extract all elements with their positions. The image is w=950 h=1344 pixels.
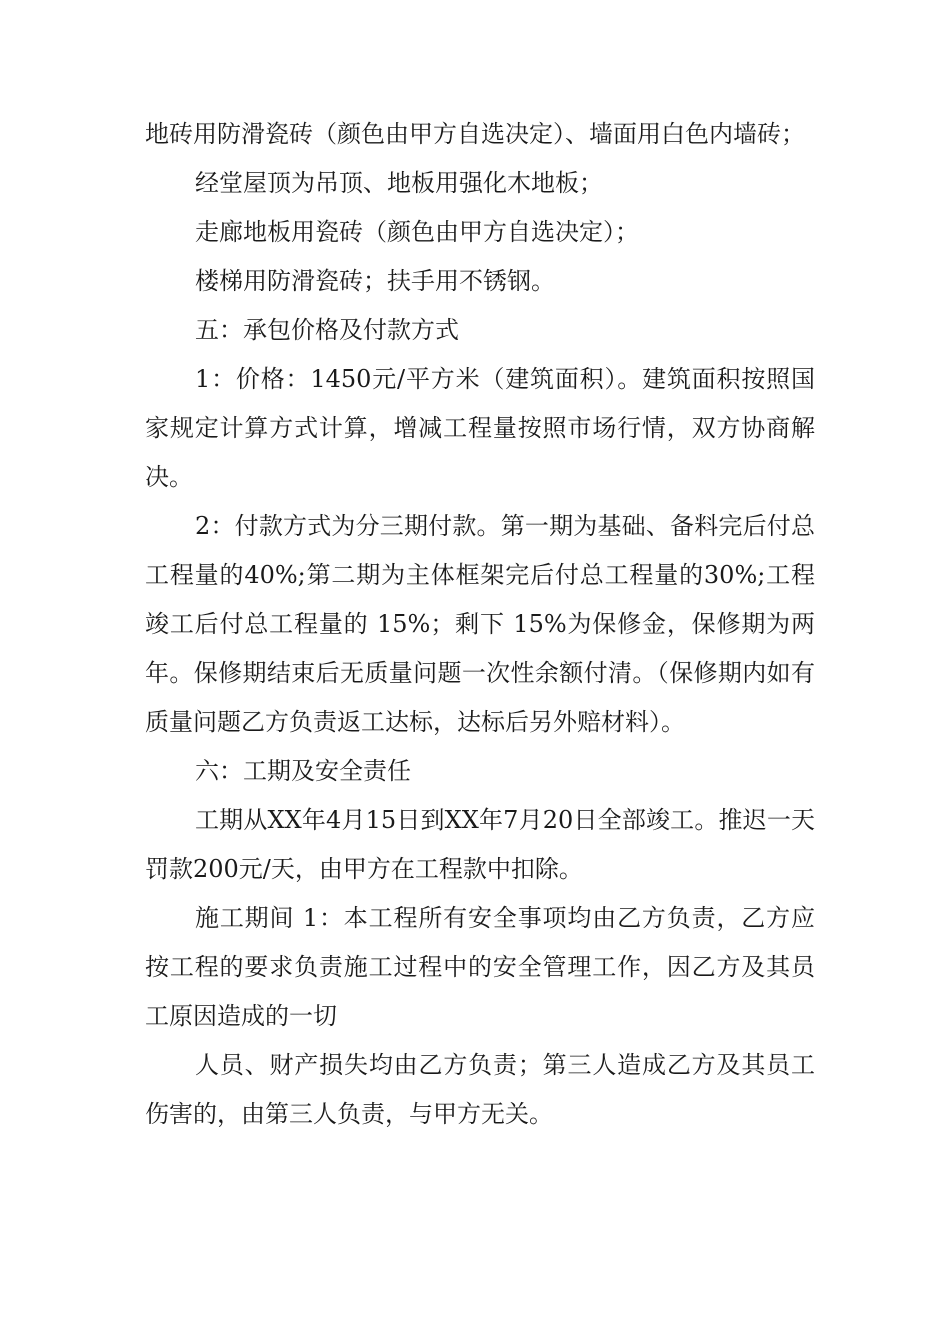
paragraph-hall-ceiling-floor: 经堂屋顶为吊顶、地板用强化木地板；: [195, 169, 603, 197]
section-heading-schedule-safety: 六：工期及安全责任: [195, 757, 411, 785]
paragraph-stairs-handrail: 楼梯用防滑瓷砖；扶手用不锈钢。: [195, 267, 555, 295]
paragraph-corridor-floor: 走廊地板用瓷砖（颜色由甲方自选决定）；: [195, 218, 639, 246]
paragraph-loss-responsibility: 人员、财产损失均由乙方负责；第三人造成乙方及其员工伤害的，由第三人负责，与甲方无关。: [145, 1051, 815, 1128]
paragraph-payment-method: 2：付款方式为分三期付款。第一期为基础、备料完后付总工程量的40%;第二期为主体框架完后付总工程量的30%;工程竣工后付总工程量的 15%；剩下 15%为保修金，保修期为两年。保修期结束后无质量问题一次性余额付清。（保修期内如有质量问题乙方负责返工达标，达标后另外赔材料）。: [145, 512, 815, 736]
paragraph-schedule: 工期从XX年4月15日到XX年7月20日全部竣工。推迟一天罚款200元/天，由甲方在工程款中扣除。: [145, 806, 815, 883]
paragraph-price: 1：价格：1450元/平方米（建筑面积）。建筑面积按照国家规定计算方式计算，增减工程量按照市场行情，双方协商解决。: [145, 365, 815, 491]
section-heading-price-payment: 五：承包价格及付款方式: [195, 316, 459, 344]
paragraph-safety-responsibility: 施工期间 1：本工程所有安全事项均由乙方负责，乙方应按工程的要求负责施工过程中的安全管理工作，因乙方及其员工原因造成的一切: [145, 904, 815, 1030]
document-body: [145, 110, 815, 1139]
paragraph-floor-wall-tiles: 地砖用防滑瓷砖（颜色由甲方自选决定）、墙面用白色内墙砖；: [145, 120, 805, 148]
